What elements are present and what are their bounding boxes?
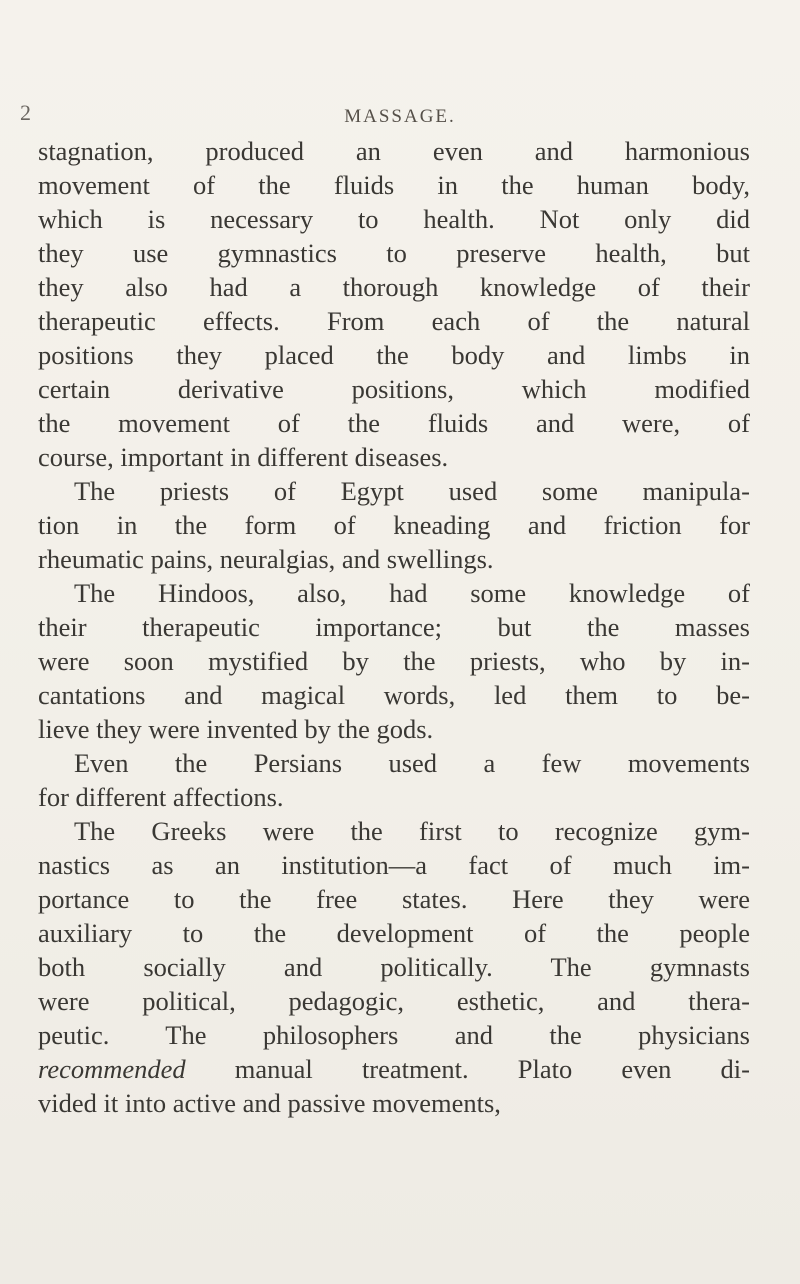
text-line: course, important in different diseases. [38, 442, 449, 472]
paragraph-start-line: The Greeks were the first to recognize gym- [74, 816, 750, 846]
text-line: were political, pedagogic, esthetic, and thera- [38, 986, 750, 1016]
text-line: therapeutic effects. From each of the natural [38, 306, 750, 336]
text-line: certain derivative positions, which modified [38, 374, 750, 404]
text-line: stagnation, produced an even and harmonious [38, 136, 750, 166]
text-line-with-italic [38, 1052, 750, 1086]
text-line: positions they placed the body and limbs in [38, 340, 750, 370]
line-remainder: manual treatment. Plato even di- [185, 1054, 750, 1084]
text-line: for different affections. [38, 782, 284, 812]
text-line: vided it into active and passive movements, [38, 1088, 501, 1118]
paragraph-start-line: Even the Persians used a few movements [74, 748, 750, 778]
text-line: nastics as an institution—a fact of much im- [38, 850, 750, 880]
text-line: were soon mystified by the priests, who by in- [38, 646, 750, 676]
paragraph-start-line: The priests of Egypt used some manipula- [74, 476, 750, 506]
text-line: lieve they were invented by the gods. [38, 714, 434, 744]
italic-word: recommended [38, 1054, 186, 1084]
text-line: both socially and politically. The gymnasts [38, 952, 750, 982]
text-line: they also had a thorough knowledge of their [38, 272, 750, 302]
text-line: which is necessary to health. Not only did [38, 204, 750, 234]
page-number: 2 [20, 100, 31, 125]
text-line: they use gymnastics to preserve health, but [38, 238, 750, 268]
text-line: rheumatic pains, neuralgias, and swellings. [38, 544, 494, 574]
text-line: portance to the free states. Here they were [38, 884, 750, 914]
paragraph-start-line: The Hindoos, also, had some knowledge of [74, 578, 750, 608]
text-line: their therapeutic importance; but the masses [38, 612, 750, 642]
text-line: auxiliary to the development of the people [38, 918, 750, 948]
text-line: movement of the fluids in the human body, [38, 170, 750, 200]
text-line: peutic. The philosophers and the physicians [38, 1020, 750, 1050]
text-line: the movement of the fluids and were, of [38, 408, 750, 438]
text-line: tion in the form of kneading and friction for [38, 510, 750, 540]
running-title: MASSAGE. [344, 106, 456, 127]
body-text [38, 134, 750, 1120]
text-line: cantations and magical words, led them to be- [38, 680, 750, 710]
